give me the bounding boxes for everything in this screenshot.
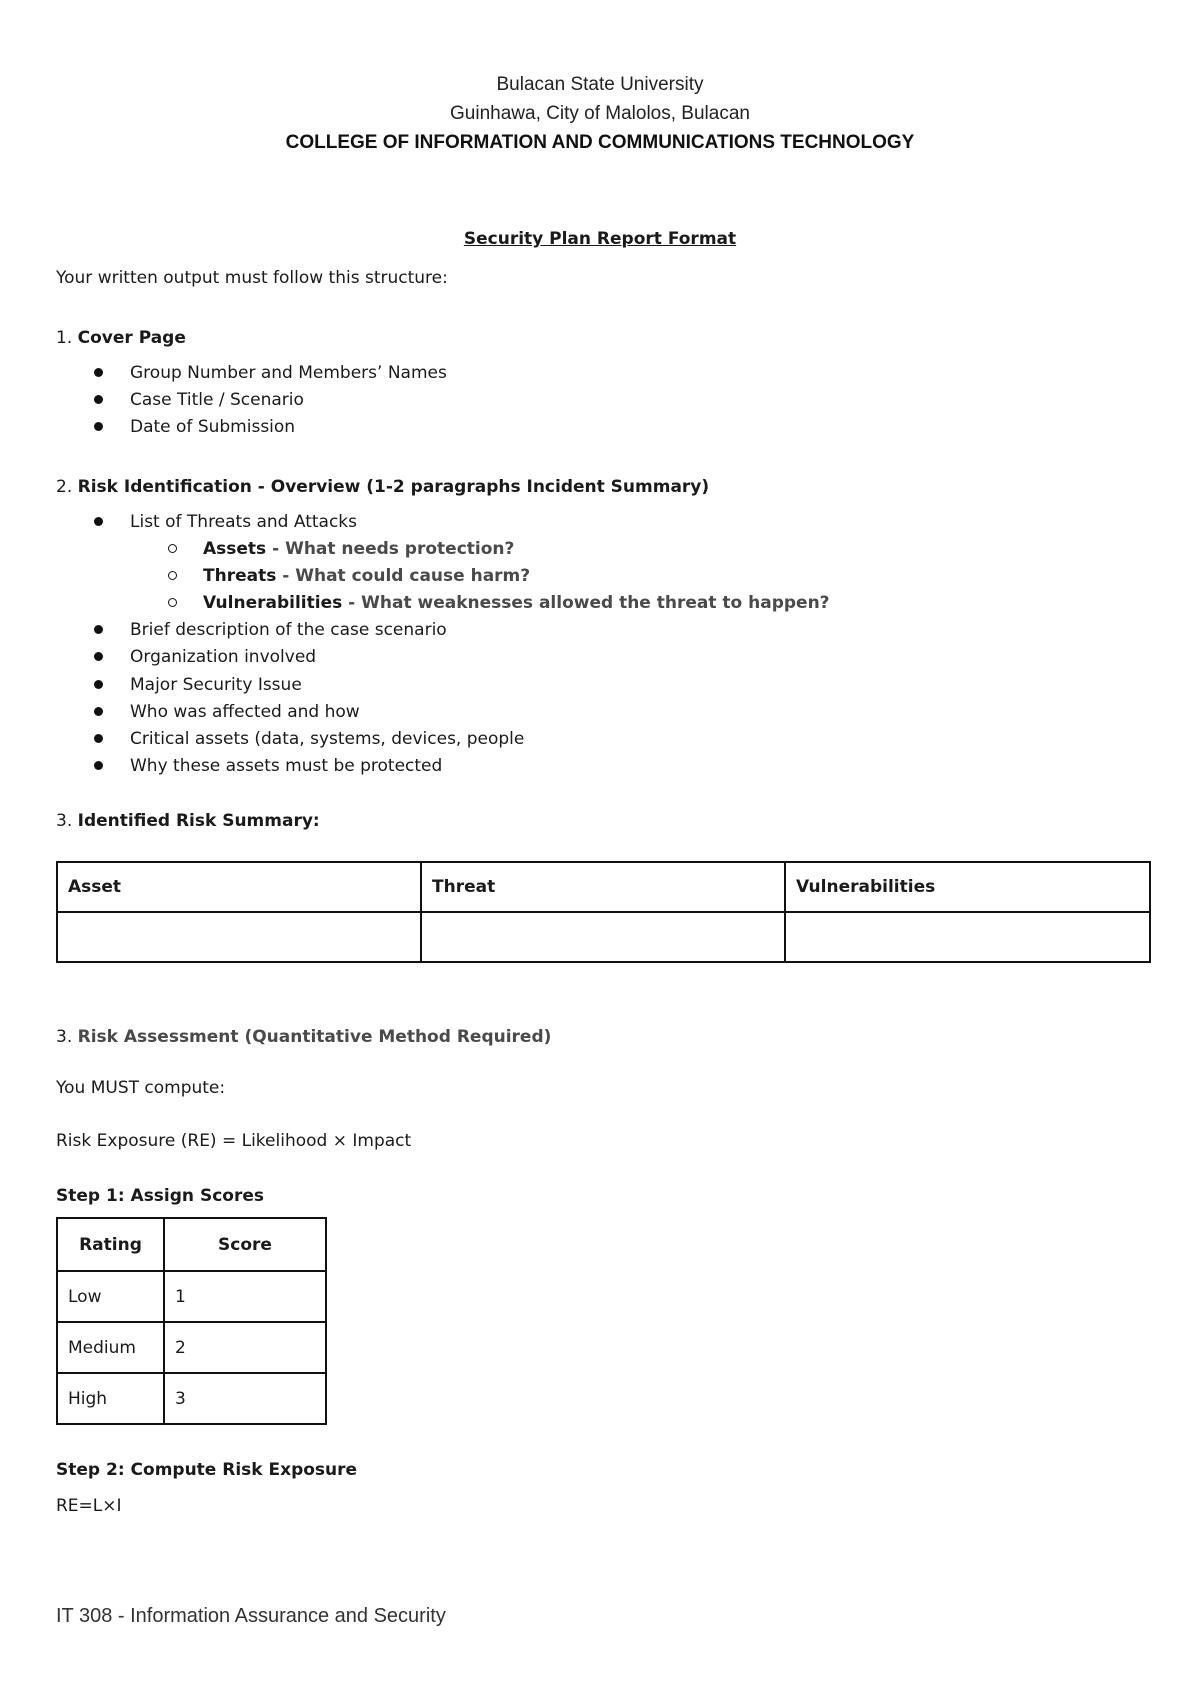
table-header-row — [57, 1218, 326, 1271]
score-cell: 1 — [164, 1271, 326, 1322]
rating-cell: High — [57, 1373, 164, 1424]
score-table — [56, 1217, 327, 1425]
university-name: Bulacan State University — [496, 74, 704, 95]
step-1-heading: Step 1: Assign Scores — [56, 1186, 264, 1206]
page-footer: IT 308 - Information Assurance and Security — [56, 1605, 446, 1627]
list-item: Critical assets (data, systems, devices, people — [130, 729, 525, 749]
bullet-icon — [94, 652, 103, 661]
risk-summary-table — [56, 861, 1151, 963]
column-header-threat: Threat — [421, 862, 785, 912]
section-risk-assessment-heading — [56, 1027, 551, 1047]
list-item: Organization involved — [130, 647, 317, 667]
section-risk-id-heading — [56, 477, 709, 497]
table-row — [57, 1373, 326, 1424]
must-compute-text: You MUST compute: — [56, 1078, 226, 1098]
section-number: 3. — [56, 811, 73, 831]
list-item: Case Title / Scenario — [130, 390, 304, 410]
column-header-score: Score — [164, 1218, 326, 1271]
section-number: 1. — [56, 328, 73, 348]
bullet-icon — [94, 395, 103, 404]
list-item: Who was affected and how — [130, 702, 360, 722]
section-title: Identified Risk Summary: — [77, 811, 320, 831]
score-cell: 2 — [164, 1322, 326, 1373]
section-title: Risk Assessment (Quantitative Method Required) — [77, 1027, 552, 1047]
section-cover-heading — [56, 328, 186, 348]
sub-item-term: Assets — [203, 539, 267, 559]
sub-list-item — [203, 566, 530, 586]
bullet-icon — [94, 517, 103, 526]
bullet-icon — [94, 625, 103, 634]
table-cell — [57, 912, 421, 962]
sub-item-term: Threats — [203, 566, 277, 586]
section-title: Cover Page — [77, 328, 186, 348]
bullet-icon — [94, 761, 103, 770]
university-address: Guinhawa, City of Malolos, Bulacan — [450, 103, 750, 124]
rating-cell: Low — [57, 1271, 164, 1322]
document-title: Security Plan Report Format — [463, 229, 737, 249]
score-cell: 3 — [164, 1373, 326, 1424]
section-number: 3. — [56, 1027, 73, 1047]
sub-item-text: - What needs protection? — [266, 539, 515, 559]
list-item: Major Security Issue — [130, 675, 302, 695]
sub-item-term: Vulnerabilities — [203, 593, 343, 613]
list-item: Date of Submission — [130, 417, 296, 437]
bullet-icon — [94, 680, 103, 689]
table-row — [57, 1271, 326, 1322]
table-cell — [785, 912, 1150, 962]
table-row — [57, 1322, 326, 1373]
table-cell — [421, 912, 785, 962]
risk-exposure-formula: Risk Exposure (RE) = Likelihood × Impact — [56, 1131, 412, 1151]
table-header-row — [57, 862, 1150, 912]
section-number: 2. — [56, 477, 73, 497]
bullet-icon — [94, 422, 103, 431]
bullet-icon — [94, 734, 103, 743]
section-title: Risk Identification - Overview (1-2 paragraphs Incident Summary) — [77, 477, 710, 497]
bullet-icon — [94, 368, 103, 377]
intro-text: Your written output must follow this structure: — [56, 268, 448, 288]
column-header-vulnerabilities: Vulnerabilities — [785, 862, 1150, 912]
step-2-heading: Step 2: Compute Risk Exposure — [56, 1460, 358, 1480]
table-row — [57, 912, 1150, 962]
column-header-rating: Rating — [57, 1218, 164, 1271]
list-item: List of Threats and Attacks — [130, 512, 358, 532]
sub-list-item — [203, 539, 514, 559]
sub-item-text: - What weaknesses allowed the threat to happen? — [342, 593, 830, 613]
circle-bullet-icon — [168, 598, 177, 607]
list-item: Group Number and Members’ Names — [130, 363, 447, 383]
section-risk-summary-heading — [56, 811, 320, 831]
bullet-icon — [94, 707, 103, 716]
sub-item-text: - What could cause harm? — [276, 566, 531, 586]
sub-list-item — [203, 593, 830, 613]
column-header-asset: Asset — [57, 862, 421, 912]
list-item: Brief description of the case scenario — [130, 620, 447, 640]
step-2-formula: RE=L×I — [56, 1496, 122, 1516]
circle-bullet-icon — [168, 544, 177, 553]
college-name: COLLEGE OF INFORMATION AND COMMUNICATIONS TECHNOLOGY — [285, 132, 915, 153]
rating-cell: Medium — [57, 1322, 164, 1373]
circle-bullet-icon — [168, 571, 177, 580]
list-item: Why these assets must be protected — [130, 756, 443, 776]
